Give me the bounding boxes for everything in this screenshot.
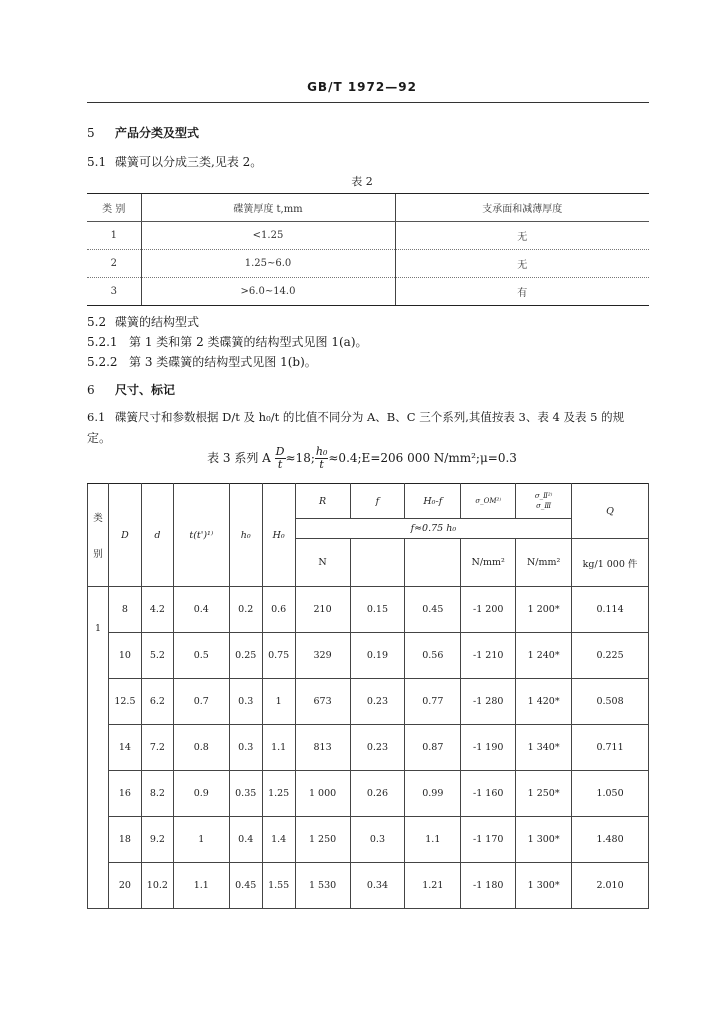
table3-cell: 18 bbox=[108, 817, 141, 863]
table-row bbox=[87, 278, 649, 306]
table2-header-thickness: 碟簧厚度 t,mm bbox=[141, 194, 395, 222]
section-title: 产品分类及型式 bbox=[115, 126, 200, 140]
table-3-series-a bbox=[87, 483, 649, 909]
table-row bbox=[88, 771, 649, 817]
table3-cell: 0.99 bbox=[405, 771, 461, 817]
ratio-h0-over-t: $\frac{\text{h₀}}{t}$ bbox=[315, 445, 328, 471]
table2-cell: 2 bbox=[87, 250, 141, 278]
table2-header-class: 类 别 bbox=[87, 194, 141, 222]
table3-cell: 0.15 bbox=[350, 587, 405, 633]
clause-6-1 bbox=[87, 409, 649, 425]
clause-text: 碟簧尺寸和参数根据 D/t 及 h₀/t 的比值不同分为 A、B、C 三个系列,其值按表 3、表 4 及表 5 的规 bbox=[115, 410, 625, 424]
table3-cell: 0.3 bbox=[350, 817, 405, 863]
table3-cell: 329 bbox=[295, 633, 350, 679]
table3-cell: 0.34 bbox=[350, 863, 405, 909]
table-row bbox=[88, 817, 649, 863]
table3-cell: 12.5 bbox=[108, 679, 141, 725]
table-row bbox=[88, 587, 649, 633]
table3-cell: -1 280 bbox=[461, 679, 516, 725]
table3-cell: 0.87 bbox=[405, 725, 461, 771]
section-title: 尺寸、标记 bbox=[115, 383, 176, 397]
table3-unit-H0f bbox=[405, 539, 461, 587]
table3-cell: 210 bbox=[295, 587, 350, 633]
table3-cell: 1 200* bbox=[516, 587, 572, 633]
ratio-d-over-t: $\frac{D}{t}$ bbox=[275, 445, 285, 471]
table3-cell: 0.508 bbox=[572, 679, 649, 725]
table3-cell: 1 bbox=[262, 679, 295, 725]
table3-cell: 0.23 bbox=[350, 679, 405, 725]
table3-cell: 0.25 bbox=[229, 633, 262, 679]
table3-cell: 1 bbox=[173, 817, 229, 863]
table3-cell: 16 bbox=[108, 771, 141, 817]
table2-caption: 表 2 bbox=[351, 175, 373, 188]
table2-cell: 3 bbox=[87, 278, 141, 306]
clause-5-2-2 bbox=[87, 353, 317, 370]
table3-cell: 0.75 bbox=[262, 633, 295, 679]
table3-cell: 0.3 bbox=[229, 725, 262, 771]
table3-cell: 1 420* bbox=[516, 679, 572, 725]
table2-cell: 1.25~6.0 bbox=[141, 250, 395, 278]
table3-cell: 1.55 bbox=[262, 863, 295, 909]
table2-cell: 1 bbox=[87, 222, 141, 250]
table-row bbox=[87, 222, 649, 250]
table3-header-R: R bbox=[295, 484, 350, 519]
table3-cell: 6.2 bbox=[141, 679, 173, 725]
table3-cell: 1.1 bbox=[262, 725, 295, 771]
table3-cell: 813 bbox=[295, 725, 350, 771]
table3-cell: 0.711 bbox=[572, 725, 649, 771]
clause-number: 5.1 bbox=[87, 155, 107, 169]
table3-cell: 1 240* bbox=[516, 633, 572, 679]
table-2 bbox=[87, 193, 649, 306]
table3-cell: 1 530 bbox=[295, 863, 350, 909]
table3-cell: 0.114 bbox=[572, 587, 649, 633]
table2-cell: 有 bbox=[395, 278, 649, 306]
table-row bbox=[88, 633, 649, 679]
table3-cell: 0.45 bbox=[229, 863, 262, 909]
table3-cell: 0.77 bbox=[405, 679, 461, 725]
table3-cell: 1 340* bbox=[516, 725, 572, 771]
table3-cell: 5.2 bbox=[141, 633, 173, 679]
clause-number: 5.2 bbox=[87, 315, 107, 329]
table3-cell: -1 160 bbox=[461, 771, 516, 817]
section-5-heading bbox=[87, 124, 199, 141]
table3-cell: 10 bbox=[108, 633, 141, 679]
section-6-heading bbox=[87, 381, 175, 398]
table3-cell: 8 bbox=[108, 587, 141, 633]
table3-cell: 1 000 bbox=[295, 771, 350, 817]
table3-cell: -1 170 bbox=[461, 817, 516, 863]
table3-cell: 0.45 bbox=[405, 587, 461, 633]
table3-f-note: f≈0.75 h₀ bbox=[295, 519, 571, 539]
clause-text: 第 1 类和第 2 类碟簧的结构型式见图 1(a)。 bbox=[129, 335, 368, 349]
section-number: 6 bbox=[87, 383, 95, 397]
table3-cell: 9.2 bbox=[141, 817, 173, 863]
clause-number: 5.2.1 bbox=[87, 335, 118, 349]
table3-cell: 2.010 bbox=[572, 863, 649, 909]
clause-5-2-1 bbox=[87, 333, 368, 350]
table-row bbox=[87, 250, 649, 278]
table3-cell: 7.2 bbox=[141, 725, 173, 771]
table3-cell: 4.2 bbox=[141, 587, 173, 633]
clause-5-1 bbox=[87, 153, 262, 170]
table3-unit-f bbox=[350, 539, 405, 587]
table3-header-sigma-om: σ_OM²⁾ bbox=[461, 484, 516, 519]
clause-6-1-continued: 定。 bbox=[87, 431, 112, 445]
table3-cell: 14 bbox=[108, 725, 141, 771]
table3-cell: 0.4 bbox=[173, 587, 229, 633]
table3-cell: 1.1 bbox=[405, 817, 461, 863]
table-row bbox=[88, 863, 649, 909]
clause-text: 第 3 类碟簧的结构型式见图 1(b)。 bbox=[129, 355, 317, 369]
table3-header-Q: Q bbox=[572, 484, 649, 539]
standard-code-header: GB/T 1972—92 bbox=[307, 80, 417, 94]
table3-cell: 0.56 bbox=[405, 633, 461, 679]
table3-header-H0: H₀ bbox=[262, 484, 295, 587]
clause-5-2 bbox=[87, 313, 199, 330]
table3-cell: 0.5 bbox=[173, 633, 229, 679]
clause-text: 碟簧的结构型式 bbox=[115, 315, 200, 329]
table3-cell: 1.480 bbox=[572, 817, 649, 863]
header-rule bbox=[87, 102, 649, 103]
table3-cell: -1 210 bbox=[461, 633, 516, 679]
clause-text: 碟簧可以分成三类,见表 2。 bbox=[115, 155, 263, 169]
table3-cell: 0.19 bbox=[350, 633, 405, 679]
table3-header-H0-minus-f: H₀-f bbox=[405, 484, 461, 519]
table3-cell: 1 300* bbox=[516, 863, 572, 909]
table3-cell: -1 200 bbox=[461, 587, 516, 633]
table3-caption bbox=[0, 446, 724, 471]
table3-unit-sigma-om: N/mm² bbox=[461, 539, 516, 587]
table3-header-t: t(t')¹⁾ bbox=[173, 484, 229, 587]
table3-cell: 0.8 bbox=[173, 725, 229, 771]
clause-number: 6.1 bbox=[87, 410, 106, 424]
table3-cell: 1 250 bbox=[295, 817, 350, 863]
table3-class-cell: 1 bbox=[88, 587, 109, 909]
table3-cell: -1 180 bbox=[461, 863, 516, 909]
table3-cell: 0.26 bbox=[350, 771, 405, 817]
table3-unit-Q: kg/1 000 件 bbox=[572, 539, 649, 587]
table3-cell: 0.7 bbox=[173, 679, 229, 725]
table3-cell: 1.25 bbox=[262, 771, 295, 817]
clause-number: 5.2.2 bbox=[87, 355, 118, 369]
ratio-d-value: ≈18; bbox=[285, 451, 315, 465]
table3-cell: 1.1 bbox=[173, 863, 229, 909]
table3-header-d: d bbox=[141, 484, 173, 587]
table2-header-support: 支承面和减薄厚度 bbox=[395, 194, 649, 222]
table3-cell: 0.23 bbox=[350, 725, 405, 771]
table3-cell: 0.35 bbox=[229, 771, 262, 817]
table3-cell: 0.3 bbox=[229, 679, 262, 725]
table3-unit-R: N bbox=[295, 539, 350, 587]
table3-header-f: f bbox=[350, 484, 405, 519]
table2-cell: <1.25 bbox=[141, 222, 395, 250]
table3-cell: 1.050 bbox=[572, 771, 649, 817]
table3-cell: 1 300* bbox=[516, 817, 572, 863]
table3-cell: 0.225 bbox=[572, 633, 649, 679]
table-row bbox=[88, 679, 649, 725]
table3-caption-prefix: 表 3 系列 A bbox=[207, 451, 271, 465]
table3-cell: 1.4 bbox=[262, 817, 295, 863]
table3-cell: 1.21 bbox=[405, 863, 461, 909]
table2-cell: 无 bbox=[395, 222, 649, 250]
table3-header-D: D bbox=[108, 484, 141, 587]
table3-cell: 673 bbox=[295, 679, 350, 725]
table3-header-class: 类 别 bbox=[88, 484, 109, 587]
table3-cell: -1 190 bbox=[461, 725, 516, 771]
table3-cell: 0.4 bbox=[229, 817, 262, 863]
table3-header-sigma-ii-iii: σ_Ⅱ²⁾ σ_Ⅲ bbox=[516, 484, 572, 519]
table3-header-h0: h₀ bbox=[229, 484, 262, 587]
table2-cell: 无 bbox=[395, 250, 649, 278]
section-number: 5 bbox=[87, 126, 95, 140]
table3-cell: 0.2 bbox=[229, 587, 262, 633]
table3-cell: 1 250* bbox=[516, 771, 572, 817]
table3-unit-sigma-ii: N/mm² bbox=[516, 539, 572, 587]
table3-cell: 0.9 bbox=[173, 771, 229, 817]
table3-cell: 20 bbox=[108, 863, 141, 909]
table3-cell: 0.6 bbox=[262, 587, 295, 633]
ratio-h0-value-and-constants: ≈0.4;E=206 000 N/mm²;μ=0.3 bbox=[328, 451, 517, 465]
table2-cell: >6.0~14.0 bbox=[141, 278, 395, 306]
table3-cell: 10.2 bbox=[141, 863, 173, 909]
table3-cell: 8.2 bbox=[141, 771, 173, 817]
table-row bbox=[88, 725, 649, 771]
